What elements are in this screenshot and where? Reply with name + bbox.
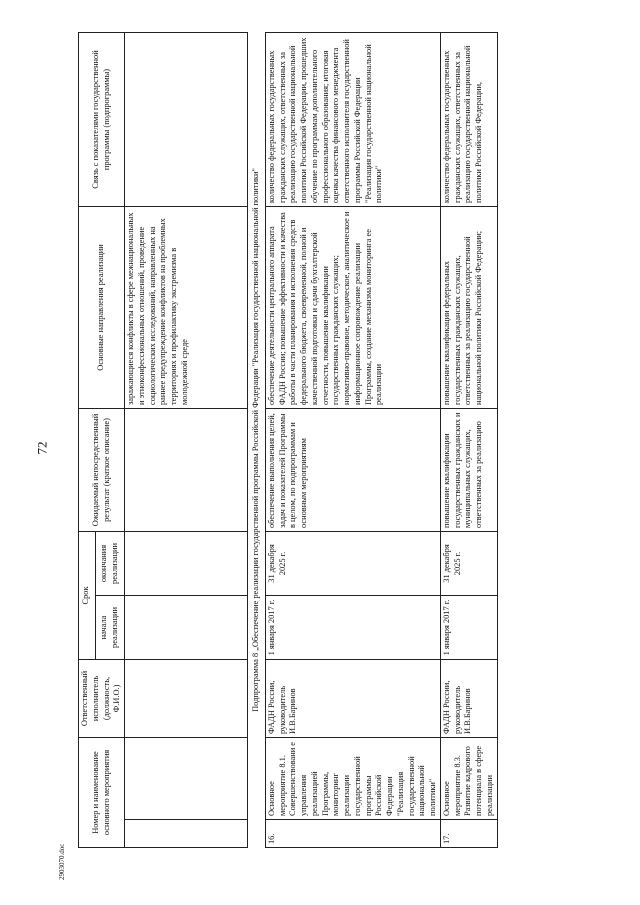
row-directions: повышение квалификации федеральных государственных гражданских служащих, ответственных за реализацию государственной национальной политики Российской Федерации; — [440, 207, 497, 409]
row-name: Основное мероприятие 8.1. Совершенствовани е управления реализацией Программы, мониторинг реализации государственной программы Российской Федерации "Реализация государственной национальной политики" — [265, 738, 440, 820]
measures-table — [78, 32, 498, 848]
row-result: обеспечение выполнения целей, задач и показателей Программы в целом, по подпрограммам и основным мероприятиям — [265, 409, 440, 532]
row-result: повышение квалификации государственных гражданских и муниципальных служащих, ответственных за реализацию — [440, 409, 497, 532]
row-end: 31 декабря 2025 г. — [440, 532, 497, 596]
continued-directions: заражающиеся конфликты в сфере межнациональных и этноконфессиональных отношений, проведение социологических исследований, направленных на раннее предупреждение конфликтов на проблемных территориях и профилактику экстремизма в молодежной среде — [125, 207, 248, 409]
row-link: количество федеральных государственных гражданских служащих, ответственных за реализацию государственной национальной политики Российской Федерации, прошедших обучение по программам дополнительного профессионального образования; итоговая оценка качества финансового менеджмента ответственного исполнителя государственной программы Российской Федерации "Реализация государственной национальной политики" — [265, 33, 440, 207]
subprogram-row — [248, 33, 266, 848]
header-directions: Основные направления реализации — [79, 207, 125, 409]
header-term: Срок — [79, 532, 96, 660]
rotated-table-sheet — [78, 33, 631, 848]
row-number: 17. — [440, 820, 497, 848]
subprogram-title: Подпрограмма 8 „Обеспечение реализации государственной программы Российской Федерации "Реализация государственной национальной политики" — [251, 168, 260, 712]
row-name: Основное мероприятие 8.3. Развитие кадрового потенциала в сфере реализации — [440, 738, 497, 820]
row-link: количество федеральных государственных гражданских служащих, ответственных за реализацию государственной национальной политики Российской Федерации, — [440, 33, 497, 207]
header-end: окончания реализации — [95, 532, 124, 596]
page-number: 72 — [34, 441, 50, 455]
header-start: начала реализации — [95, 596, 124, 660]
row-responsible: ФАДН России, руководитель И.В.Баринов — [440, 660, 497, 738]
header-responsible: Ответственный исполнитель (должность, Ф.И.О.) — [79, 660, 125, 738]
row-start: 1 января 2017 г. — [440, 596, 497, 660]
table-row — [440, 33, 497, 848]
row-responsible: ФАДН России, руководитель И.В.Баринов — [265, 660, 440, 738]
continued-row — [125, 33, 248, 848]
row-start: 1 января 2017 г. — [265, 596, 440, 660]
header-row — [79, 33, 96, 848]
header-link: Связь с показателями государственной программы (подпрограммы) — [79, 33, 125, 207]
header-number-name: Номер и наименование основного мероприятия — [79, 738, 125, 848]
table-row — [265, 33, 440, 848]
header-result: Ожидаемый непосредственный результат (краткое описание) — [79, 409, 125, 532]
row-directions: обеспечение деятельности центрального аппарата ФАДН России; повышение эффективности и качества работы в части планирования и исполнения средств федерального бюджета, своевременной, полной и качественной подготовки и сдачи бухгалтерской отчетности, повышение квалификации государственных гражданских служащих; нормативно-правовое, методическое, аналитическое и информационное сопровождение реализации Программы, создание механизма мониторинга ее реализации — [265, 207, 440, 409]
row-number: 16. — [265, 820, 440, 848]
footer-filename: 2903070.doc — [58, 843, 66, 880]
row-end: 31 декабря 2025 г. — [265, 532, 440, 596]
